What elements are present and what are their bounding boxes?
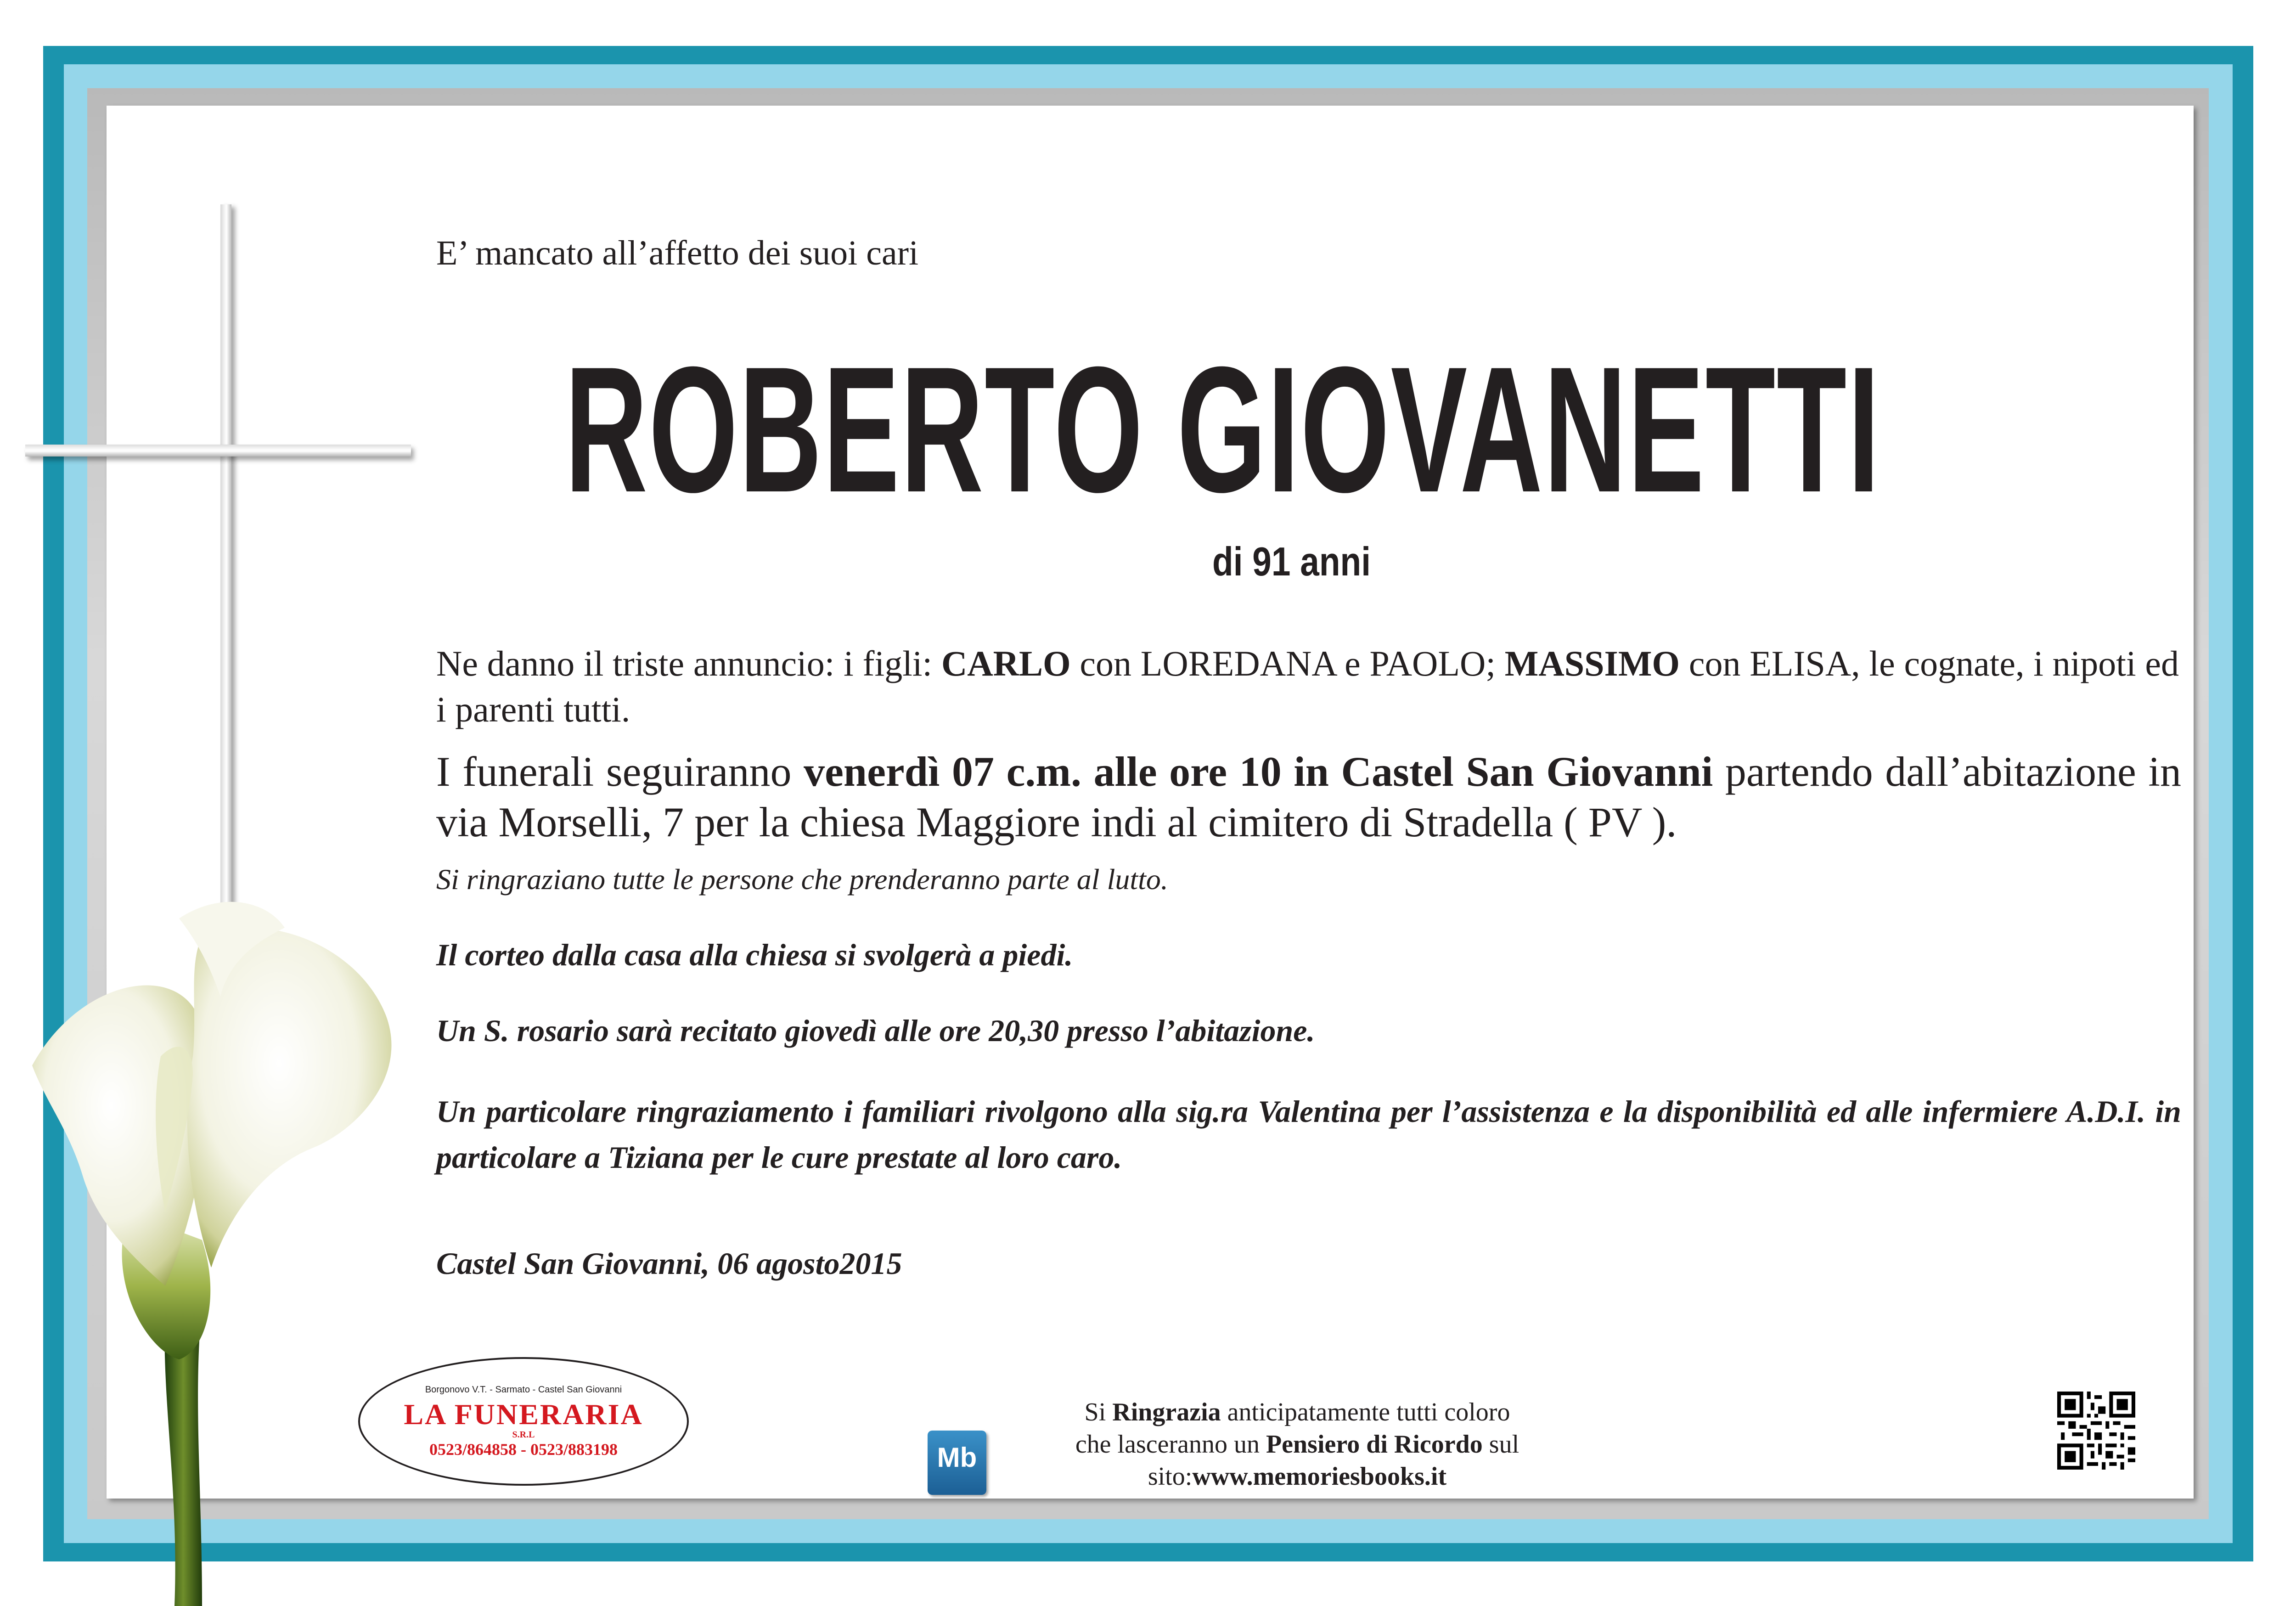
funeral-home-logo: [358, 1357, 689, 1486]
corteo-text: Il corteo dalla casa alla chiesa si svolgerà a piedi.: [436, 937, 1073, 972]
logo-srl: S.R.L: [512, 1430, 535, 1440]
funeral-bold: venerdì 07 c.m. alle ore 10 in Castel San Giovanni: [804, 748, 1713, 795]
intro-text: E’ mancato all’affetto dei suoi cari: [436, 234, 919, 272]
announcement-paragraph: [436, 641, 2179, 733]
footer-line-1: Si Ringrazia anticipatamente tutti coloro: [1084, 1398, 1510, 1426]
special-thanks-text: Un particolare ringraziamento i familiari rivolgono alla sig.ra Valentina per l’assistenza e la disponibilità ed alle infermiere A.D.I. in particolare a Tiziana per le cure prestate al loro caro.: [436, 1094, 2181, 1175]
logo-locations: Borgonovo V.T. - Sarmato - Castel San Giovanni: [425, 1385, 622, 1395]
funeral-text: partendo dall’abitazione in via Morselli, 7 per la chiesa Maggiore indi al cimitero di Stradella ( PV ).: [436, 748, 2181, 845]
memoriesbooks-app-icon[interactable]: [928, 1431, 986, 1495]
funeral-text: I funerali seguiranno: [436, 748, 804, 795]
footer-line-2: che lasceranno un Pensiero di Ricordo sul: [1075, 1430, 1519, 1459]
announcement-bold: CARLO: [941, 643, 1071, 683]
calla-lily-icon: [28, 891, 441, 1606]
rosario-text: Un S. rosario sarà recitato giovedì alle ore 20,30 presso l’abitazione.: [436, 1013, 1315, 1048]
announcement-text: con ELISA, le cognate, i nipoti ed i parenti tutti.: [436, 643, 2179, 729]
announcement-bold: MASSIMO: [1504, 643, 1680, 683]
website-link[interactable]: www.memoriesbooks.it: [1192, 1462, 1447, 1491]
announcement-text: con LOREDANA e PAOLO;: [1070, 643, 1505, 683]
footer-line-3: sito:www.memoriesbooks.it: [1148, 1462, 1447, 1491]
qr-code-icon[interactable]: [2057, 1392, 2135, 1470]
thanks-line: Si ringraziano tutte le persone che prenderanno parte al lutto.: [436, 863, 1168, 896]
announcement-text: Ne danno il triste annuncio: i figli:: [436, 643, 941, 683]
place-date: Castel San Giovanni, 06 agosto2015: [436, 1246, 902, 1281]
logo-name: LA FUNERARIA: [404, 1398, 643, 1431]
funeral-paragraph: [436, 746, 2181, 847]
age-text: di 91 anni: [1212, 539, 1371, 584]
app-icon-label: Mb: [937, 1442, 977, 1473]
logo-phones: 0523/864858 - 0523/883198: [429, 1440, 618, 1459]
footer-text: [1010, 1396, 1584, 1493]
deceased-name: ROBERTO GIOVANETTI: [565, 329, 1881, 530]
